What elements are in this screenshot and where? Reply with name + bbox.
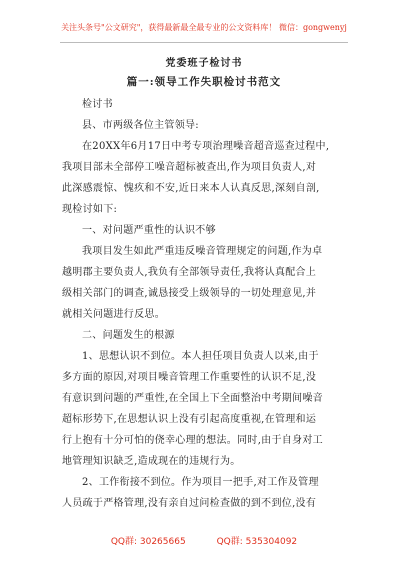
body-line: 人员疏于严格管理,没有亲自过问检查做的到不到位,没有 — [62, 498, 317, 509]
body-line: 行上抱有十分可怕的侥幸心理的想法。同时,由于自身对工 — [62, 435, 323, 446]
body-line: 地管理知识缺乏,造成现在的违规行为。 — [62, 456, 241, 467]
body-line: 级相关部门的调查,诚恳接受上级领导的一切处理意见,并 — [62, 288, 317, 299]
body-line: 检讨书 — [82, 99, 113, 110]
document-body — [62, 94, 354, 514]
body-line: 二、问题发生的根源 — [82, 330, 175, 341]
body-line: 县、市两级各位主管领导: — [82, 120, 199, 131]
body-line: 2、工作衔接不到位。作为项目一把手,对工作及管理 — [82, 477, 319, 488]
footer-qq-group-2: QQ群: 535304092 — [216, 537, 298, 547]
footer-contact — [0, 534, 408, 547]
body-line: 多方面的原因,对项目噪音管理工作重要性的认识不足,没 — [62, 372, 317, 383]
header-banner: 关注头条号"公文研究"，获得最新最全最专业的公文资料库！ 微信：gongwenyj — [61, 23, 347, 32]
body-line: 超标形势下,在思想认识上没有引起高度重视,在管理和运 — [62, 414, 317, 425]
body-line: 此深感震惊、愧疚和不安,近日来本人认真反思,深刻自剖, — [62, 183, 320, 194]
footer-qq-group-1: QQ群: 30265665 — [110, 537, 186, 547]
body-line: 现检讨如下: — [62, 204, 118, 215]
body-line: 1、思想认识不到位。本人担任项目负责人以来,由于 — [82, 351, 319, 362]
document-subtitle: 篇一:领导工作失职检讨书范文 — [126, 76, 282, 88]
body-line: 有意识到问题的严重性,在全国上下全面整治中考期间噪音 — [62, 393, 323, 404]
body-line: 我项目发生如此严重违反噪音管理规定的问题,作为卓 — [82, 246, 323, 257]
document-title: 党委班子检讨书 — [165, 58, 243, 69]
body-line: 越明郡主要负责人,我负有全部领导责任,我将认真配合上 — [62, 267, 317, 278]
body-line: 我项目部未全部停工噪音超标被查出,作为项目负责人,对 — [62, 162, 317, 173]
body-line: 在20XX年6月17日中考专项治理噪音超音巡查过程中, — [82, 141, 330, 152]
header-divider — [60, 42, 348, 43]
body-line: 就相关问题进行反思。 — [62, 309, 165, 320]
body-line: 一、对问题严重性的认识不够 — [82, 225, 216, 236]
